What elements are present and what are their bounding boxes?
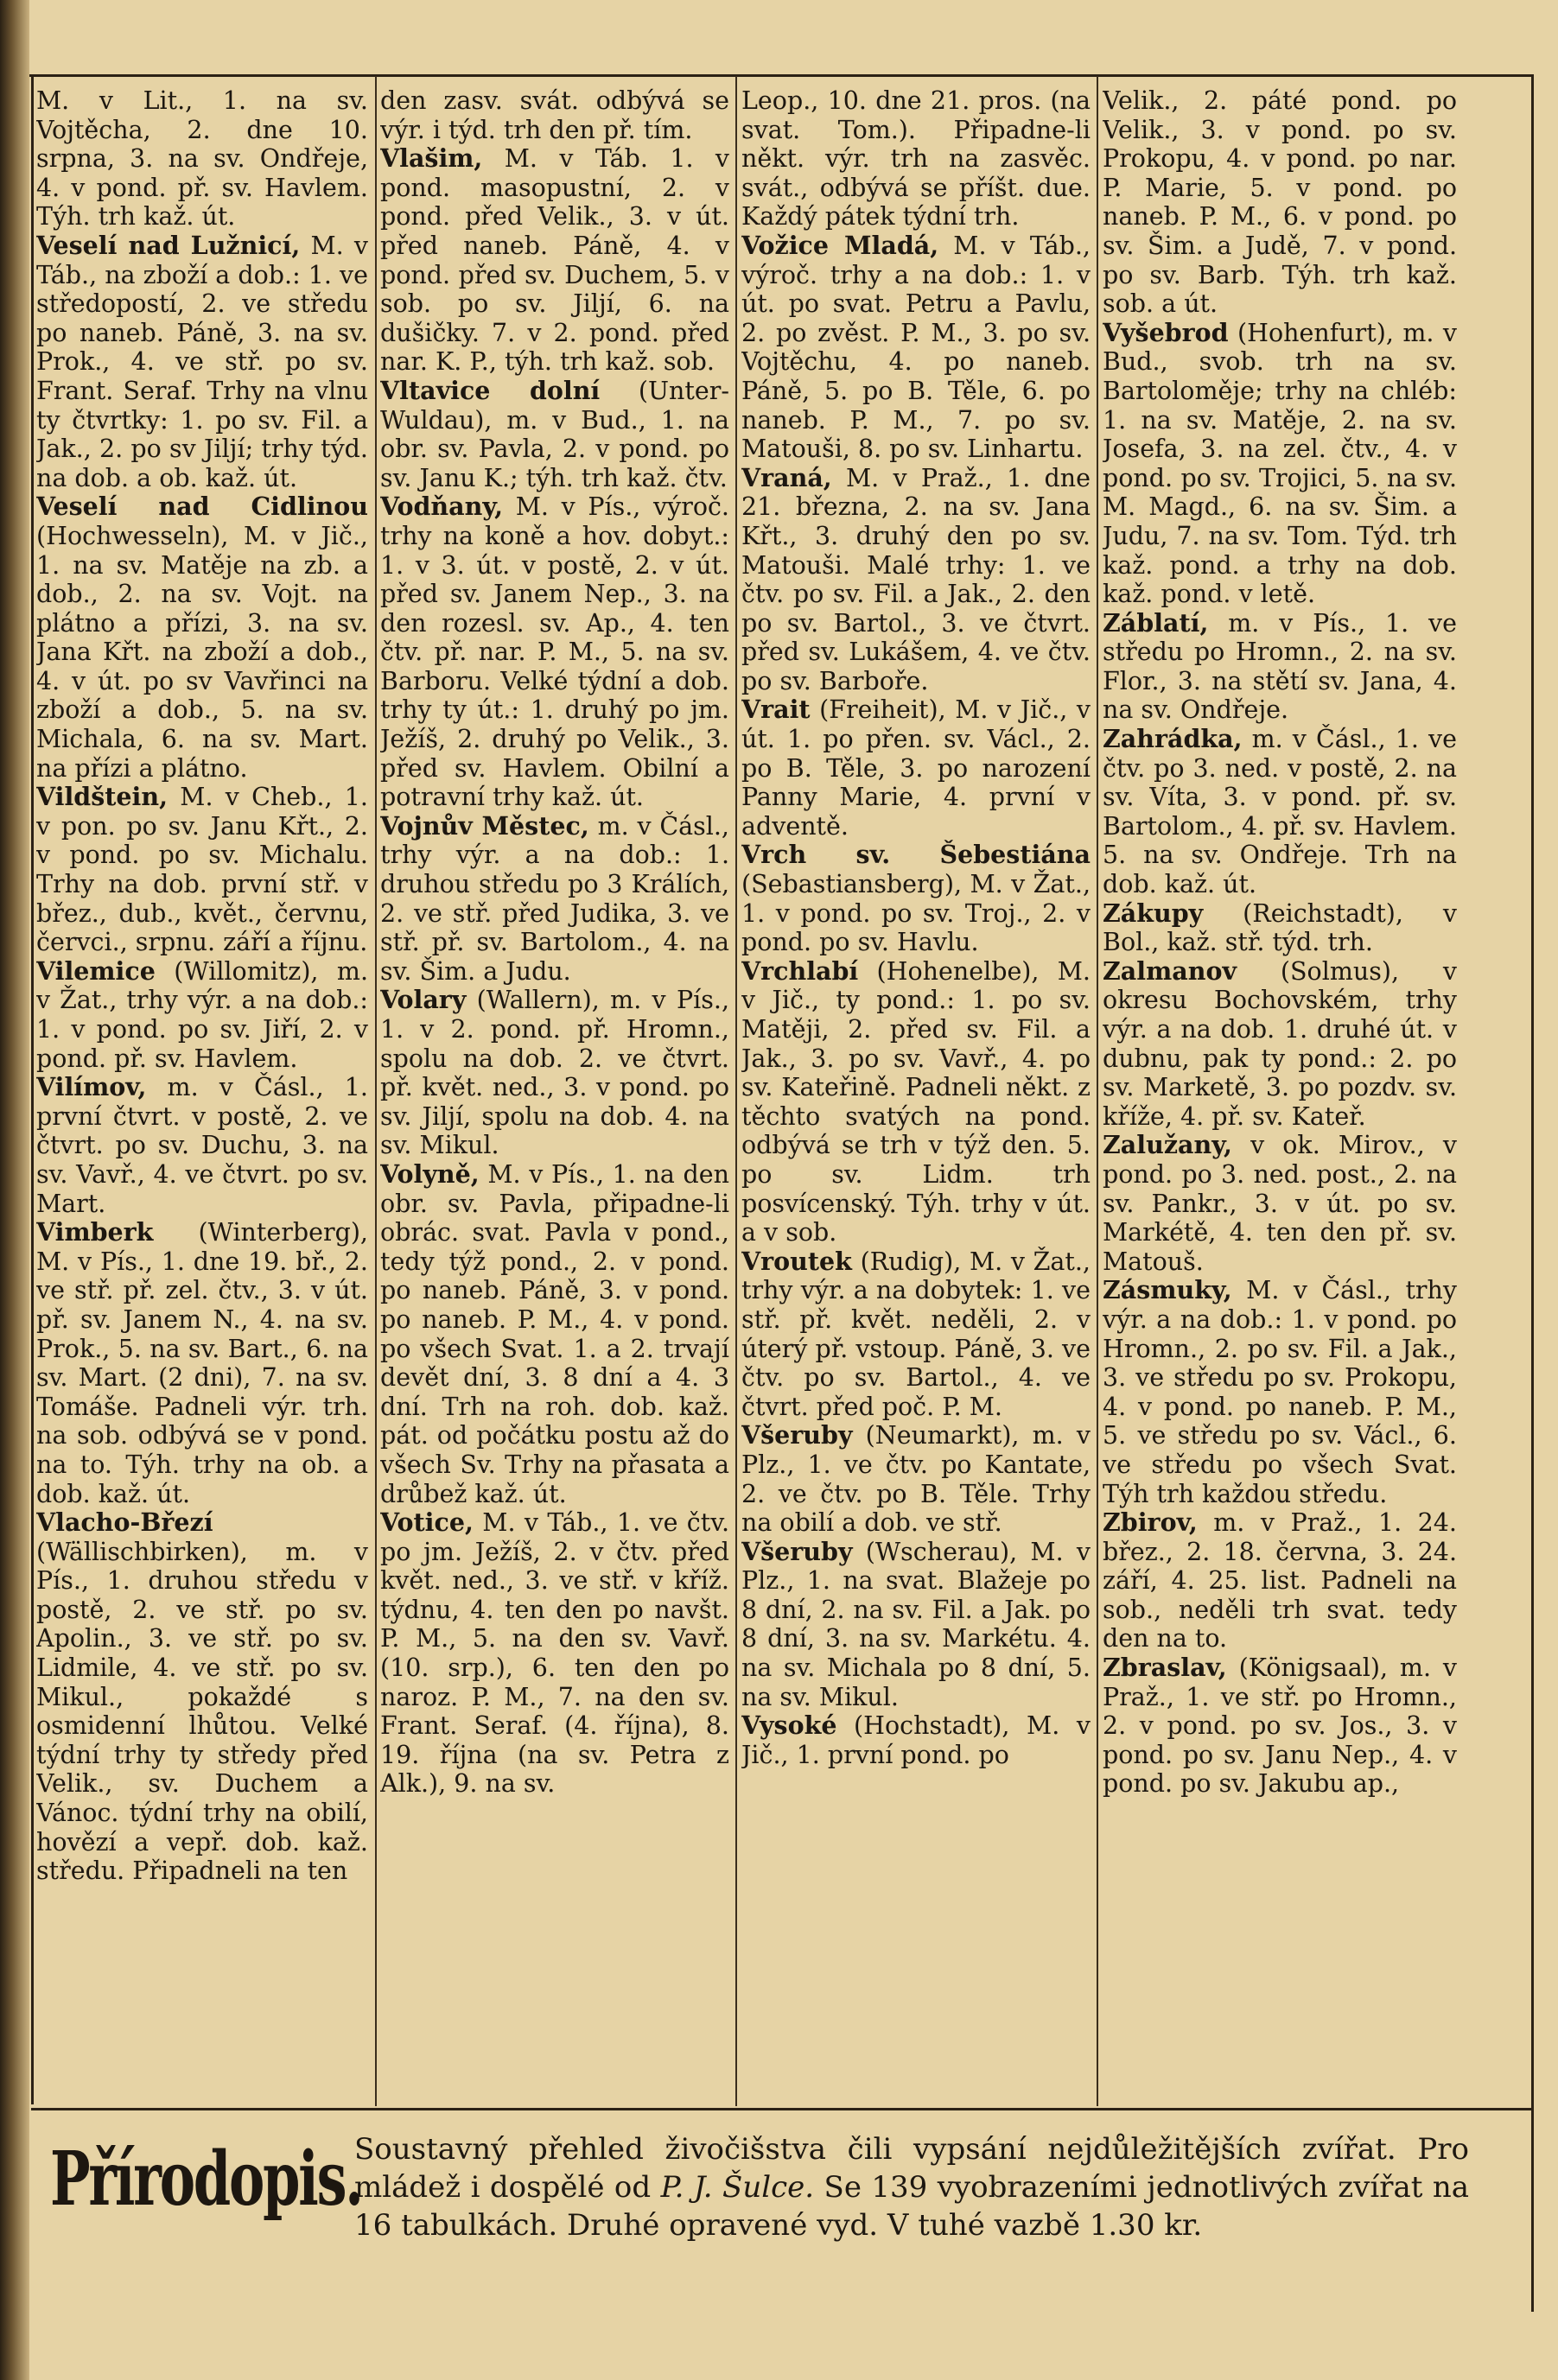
market-entry: [741, 1247, 1091, 1422]
right-rule: [1531, 74, 1534, 2312]
town-name: Vožice Mladá,: [741, 230, 939, 260]
entry-text: (Hochstadt), M. v Jič., 1. první pond. po: [741, 1711, 1091, 1769]
market-entry: [380, 377, 729, 492]
market-entry: [741, 695, 1091, 841]
entry-text: (Hochwesseln), M. v Jič., 1. na sv. Matěje na zb. a dob., 2. na sv. Vojt. na plátno a přízi, 3. na sv. Jana Křt. na zboží a dob., 4. v út. po sv Vavřinci na zboží a dob., 5. na sv. Michala, 6. na sv. Mart. na přízi a plátno.: [36, 521, 368, 783]
ad-description: [354, 2130, 1469, 2244]
ad-separator: [31, 2108, 1534, 2110]
market-entry: [380, 86, 729, 144]
town-name: Zákupy: [1103, 898, 1204, 928]
entry-text: m. v Čásl., 1. ve čtv. po 3. ned. v postě, 2. na sv. Víta, 3. v pond. př. sv. Bartolom., 4. př. sv. Havlem. 5. na sv. Ondřeje. Trh na dob. kaž. út.: [1103, 725, 1457, 899]
town-name: Vrchlabí: [741, 955, 859, 986]
town-name: Vlacho-Březí: [36, 1507, 213, 1538]
market-entry: [741, 1421, 1091, 1537]
town-name: Vltavice dolní: [380, 375, 601, 405]
entry-text: (Willomitz), m. v Žat., trhy výr. a na dob.: 1. v pond. po sv. Jiří, 2. v pond. př. sv. Havlem.: [36, 956, 368, 1073]
town-name: Vimberk: [36, 1217, 154, 1247]
town-name: Vildštein,: [36, 782, 169, 812]
entry-text: M. v Praž., 1. dne 21. března, 2. na sv. Jana Křt., 3. druhý den po sv. Matouši. Malé trhy: 1. ve čtv. po sv. Fil. a Jak., 2. den po sv. Bartol., 3. ve čtvrt. před sv. Lukášem, 4. ve čtv. po sv. Barboře.: [741, 463, 1091, 695]
entry-text: (Freiheit), M. v Jič., v út. 1. po přen. sv. Václ., 2. po B. Těle, 3. po narození Panny Marie, 4. první v adventě.: [741, 695, 1091, 841]
market-entry: [1103, 957, 1457, 1132]
ad-text-2: Se 139 vyobrazeními jednotlivých zvířat na 16 tabulkách. Druhé opravené vyd. V tuhé vazbě 1.30 kr.: [354, 2170, 1469, 2243]
market-entry: [1103, 609, 1457, 725]
town-name: Zásmuky,: [1103, 1275, 1232, 1305]
market-entry: [741, 1711, 1091, 1769]
column-divider: [375, 76, 377, 2106]
ad-title: Přírodopis.: [50, 2136, 362, 2223]
market-entry: [36, 1218, 368, 1508]
market-entry: [380, 492, 729, 812]
entry-text: Velik., 2. páté pond. po Velik., 3. v pond. po sv. Prokopu, 4. v pond. po nar. P. Marie, 5. v pond. po naneb. P. M., 6. v pond. po sv. Šim. a Judě, 7. v pond. po sv. Barb. Týh. trh kaž. sob. a út.: [1103, 86, 1457, 319]
town-name: Vlašim,: [380, 143, 483, 174]
entry-text: M. v Táb., 1. ve čtv. po jm. Ježíš, 2. v čtv. před květ. ned., 3. ve stř. v kříž. týdnu, 4. ten den po navšt. P. M., 5. na den sv. Vavř. (10. srp.), 6. ten den po naroz. P. M., 7. na den sv. Frant. Seraf. (4. října), 8. 19. října (na sv. Petra z Alk.), 9. na sv.: [380, 1508, 729, 1799]
column-divider: [1097, 76, 1098, 2106]
entry-text: m. v Pís., 1. ve středu po Hromn., 2. na sv. Flor., 3. na stětí sv. Jana, 4. na sv. Ondřeje.: [1103, 608, 1457, 725]
market-entry: [741, 464, 1091, 696]
market-entry: [1103, 1508, 1457, 1653]
town-name: Zbirov,: [1103, 1507, 1198, 1538]
entry-text: (Neumarkt), m. v Plz., 1. ve čtv. po Kantate, 2. ve čtv. po B. Těle. Trhy na obilí a dob. ve stř.: [741, 1421, 1091, 1538]
column-3: [741, 86, 1091, 2099]
entry-text: v ok. Mirov., v pond. po 3. ned. post., 2. na sv. Pankr., 3. v út. po sv. Markétě, 4. ten den př. sv. Matouš.: [1103, 1131, 1457, 1276]
book-advertisement: [43, 2127, 1512, 2265]
town-name: Veselí nad Lužnicí,: [36, 230, 301, 260]
column-4: [1103, 86, 1457, 2099]
entry-text: M. v Táb., na zboží a dob.: 1. ve středopostí, 2. ve středu po naneb. Páně, 3. na sv. Prok., 4. ve stř. po sv. Frant. Seraf. Trhy na vlnu ty čtvrtky: 1. po sv. Fil. a Jak., 2. po sv Jiljí; trhy týd. na dob. a ob. kaž. út.: [36, 231, 368, 492]
market-entry: [741, 86, 1091, 232]
column-divider: [735, 76, 737, 2106]
town-name: Veselí nad Cidlinou: [36, 492, 368, 522]
column-1: [36, 86, 368, 2099]
town-name: Vilímov,: [36, 1072, 147, 1102]
market-entry: [1103, 1653, 1457, 1799]
entry-text: (Hohenelbe), M. v Jič., ty pond.: 1. po sv. Matěji, 2. před sv. Fil. a Jak., 3. po sv. Vavř., 4. po sv. Kateřině. Padneli někt. z těchto svatých na pond. odbývá se trh v týž den. 5. po sv. Lidm. trh posvícenský. Týh. trhy v út. a v sob.: [741, 956, 1091, 1247]
entry-text: m. v Čásl., 1. první čtvrt. v postě, 2. ve čtvrt. po sv. Duchu, 3. na sv. Vavř., 4. ve čtvrt. po sv. Mart.: [36, 1073, 368, 1218]
entry-text: M. v Táb., výroč. trhy a na dob.: 1. v út. po svat. Petru a Pavlu, 2. po zvěst. P. M., 3. po sv. Vojtěchu, 4. po naneb. Páně, 5. po B. Těle, 6. po naneb. P. M., 7. po sv. Matouši, 8. po sv. Linhartu.: [741, 231, 1091, 464]
entry-text: (Wallern), m. v Pís., 1. v 2. pond. př. Hromn., spolu na dob. 2. ve čtvrt. př. květ. ned., 3. v pond. po sv. Jiljí, spolu na dob. 4. na sv. Mikul.: [380, 986, 729, 1160]
entry-text: den zasv. svát. odbývá se výr. i týd. trh den př. tím.: [380, 86, 729, 144]
market-entry: [741, 957, 1091, 1247]
ad-text-1: Soustavný přehled živočišstva čili vypsání nejdůležitějších zvířat. Pro mládež i dospělé od: [354, 2132, 1469, 2205]
left-rule: [31, 74, 34, 2104]
town-name: Vraná,: [741, 462, 832, 492]
town-name: Zahrádka,: [1103, 724, 1243, 754]
entry-text: m. v Čásl., trhy výr. a na dob.: 1. druhou středu po 3 Králích, 2. ve stř. před Judika, 3. ve stř. př. sv. Bartolom., 4. na sv. Šim. a Judu.: [380, 811, 729, 986]
town-name: Zbraslav,: [1103, 1653, 1227, 1683]
market-entry: [1103, 1276, 1457, 1508]
entry-text: (Königsaal), m. v Praž., 1. ve stř. po Hromn., 2. v pond. po sv. Jos., 3. v pond. po sv. Janu Nep., 4. v pond. po sv. Jakubu ap.,: [1103, 1653, 1457, 1799]
town-name: Záblatí,: [1103, 607, 1209, 638]
town-name: Vodňany,: [380, 492, 504, 522]
entry-text: (Wällischbirken), m. v Pís., 1. druhou středu v postě, 2. ve stř. po sv. Apolin., 3. ve stř. po sv. Lidmile, 4. ve stř. po sv. Mikul., pokaždé s osmidenní lhůtou. Velké týdní trhy ty středy před Velik., sv. Duchem a Vánoc. týdní trhy na obilí, hovězí a vepř. dob. kaž. středu. Připadneli na ten: [36, 1537, 368, 1886]
market-entry: [741, 841, 1091, 956]
town-name: Votice,: [380, 1507, 474, 1538]
entry-text: (Hohenfurt), m. v Bud., svob. trh na sv. Bartoloměje; trhy na chléb: 1. na sv. Matěje, 2. na sv. Josefa, 3. na zel. čtv., 4. v pond. po sv. Trojici, 5. na sv. M. Magd., 6. na sv. Šim. a Judu, 7. na sv. Tom. Týd. trh kaž. pond. a trhy na dob. kaž. pond. v letě.: [1103, 318, 1457, 609]
entry-text: (Winterberg), M. v Pís., 1. dne 19. bř., 2. ve stř. př. zel. čtv., 3. v út. př. sv. Janem N., 4. na sv. Prok., 5. na sv. Bart., 6. na sv. Mart. (2 dni), 7. na sv. Tomáše. Padneli výr. trh. na sob. odbývá se v pond. na to. Týh. trhy na ob. a dob. kaž. út.: [36, 1218, 368, 1508]
top-rule: [29, 74, 1534, 77]
market-entry: [36, 1508, 368, 1886]
market-entry: [741, 1538, 1091, 1712]
town-name: Vysoké: [741, 1710, 837, 1741]
town-name: Volary: [380, 985, 467, 1015]
town-name: Volyně,: [380, 1158, 480, 1189]
town-name: Vojnův Městec,: [380, 810, 589, 841]
town-name: Všeruby: [741, 1536, 853, 1566]
entry-text: M. v Pís., 1. na den obr. sv. Pavla, připadne-li obrác. svat. Pavla v pond., tedy týž pond., 2. v pond. po naneb. Páně, 3. v pond. po naneb. P. M., 4. v pond. po všech Svat. 1. a 2. trvají devět dní, 3. 8 dní a 4. 3 dní. Trh na roh. dob. kaž. pát. od počátku postu až do všech Sv. Trhy na přasata a drůbež kaž. út.: [380, 1159, 729, 1508]
entry-text: M. v Pís., výroč. trhy na koně a hov. dobyt.: 1. v 3. út. v postě, 2. v út. před sv. Janem Nep., 3. na den rozesl. sv. Ap., 4. ten čtv. př. nar. P. M., 5. na sv. Barboru. Velké týdní a dob. trhy ty út.: 1. druhý po jm. Ježíš, 2. druhý po Velik., 3. před sv. Havlem. Obilní a potravní trhy kaž. út.: [380, 492, 729, 812]
entry-text: (Reichstadt), v Bol., kaž. stř. týd. trh.: [1103, 898, 1457, 957]
market-entry: [380, 144, 729, 377]
town-name: Všeruby: [741, 1420, 853, 1450]
town-name: Vyšebrod: [1103, 317, 1229, 347]
market-entry: [36, 957, 368, 1073]
market-entry: [36, 783, 368, 957]
market-entry: [36, 86, 368, 232]
ad-author: P. J. Šulce.: [660, 2170, 815, 2205]
market-entry: [380, 812, 729, 987]
book-spine: [0, 0, 29, 2380]
market-entry: [1103, 319, 1457, 609]
entry-text: M. v Lit., 1. na sv. Vojtěcha, 2. dne 10. srpna, 3. na sv. Ondřeje, 4. v pond. př. sv. Havlem. Týh. trh kaž. út.: [36, 86, 368, 232]
town-name: Vilemice: [36, 955, 156, 986]
market-entry: [36, 232, 368, 492]
market-entry: [36, 1073, 368, 1218]
market-entry: [1103, 725, 1457, 899]
market-entry: [1103, 1131, 1457, 1276]
town-name: Vrch sv. Šebestiána: [741, 840, 1091, 870]
market-entry: [741, 232, 1091, 464]
entry-text: M. v Čásl., trhy výr. a na dob.: 1. v pond. po Hromn., 2. po sv. Fil. a Jak., 3. ve středu po sv. Prokopu, 4. v pond. po naneb. P. M., 5. ve středu po sv. Václ., 6. ve středu po všech Svat. Týh trh každou středu.: [1103, 1276, 1457, 1508]
town-name: Vrait: [741, 695, 811, 725]
entry-text: (Wscherau), M. v Plz., 1. na svat. Blažeje po 8 dní, 2. na sv. Fil. a Jak. po 8 dní, 3. na sv. Markétu. 4. na sv. Michala po 8 dní, 5. na sv. Mikul.: [741, 1537, 1091, 1711]
entry-text: (Sebastiansberg), M. v Žat., 1. v pond. po sv. Troj., 2. v pond. po sv. Havlu.: [741, 870, 1091, 957]
entry-text: (Solmus), v okresu Bochovském, trhy výr. a na dob. 1. druhé út. v dubnu, pak ty pond.: 2. po sv. Marketě, 3. po pozdv. sv. kříže, 4. př. sv. Kateř.: [1103, 956, 1457, 1131]
column-2: [380, 86, 729, 2099]
town-name: Zalmanov: [1103, 955, 1237, 986]
town-name: Zalužany,: [1103, 1130, 1232, 1160]
town-name: Vroutek: [741, 1246, 852, 1276]
market-entry: [1103, 899, 1457, 957]
market-entry: [380, 986, 729, 1160]
market-entry: [36, 492, 368, 783]
market-entry: [380, 1508, 729, 1799]
market-entry: [1103, 86, 1457, 319]
entry-text: (Rudig), M. v Žat., trhy výr. a na dobytek: 1. ve stř. př. květ. neděli, 2. v úterý př. vstoup. Páně, 3. ve čtv. po sv. Bartol., 4. ve čtvrt. před poč. P. M.: [741, 1247, 1091, 1421]
entry-text: m. v Praž., 1. 24. břez., 2. 18. června, 3. 24. září, 4. 25. list. Padneli na sob., neděli trh svat. tedy den na to.: [1103, 1508, 1457, 1653]
entry-text: Leop., 10. dne 21. pros. (na svat. Tom.). Připadne-li někt. výr. trh na zasvěc. svát., odbývá se příšt. due. Každý pátek týdní trh.: [741, 86, 1091, 232]
entry-text: M. v Cheb., 1. v pon. po sv. Janu Křt., 2. v pond. po sv. Michalu. Trhy na dob. první stř. v břez., dub., květ., červnu, červci., srpnu. září a říjnu.: [36, 783, 368, 957]
entry-text: M. v Táb. 1. v pond. masopustní, 2. v pond. před Velik., 3. v út. před naneb. Páně, 4. v pond. před sv. Duchem, 5. v sob. po sv. Jiljí, 6. na dušičky. 7. v 2. pond. před nar. K. P., týh. trh kaž. sob.: [380, 144, 729, 377]
market-entry: [380, 1160, 729, 1508]
entry-text: (Unter-Wuldau), m. v Bud., 1. na obr. sv. Pavla, 2. v pond. po sv. Janu K.; týh. trh kaž. čtv.: [380, 376, 729, 492]
